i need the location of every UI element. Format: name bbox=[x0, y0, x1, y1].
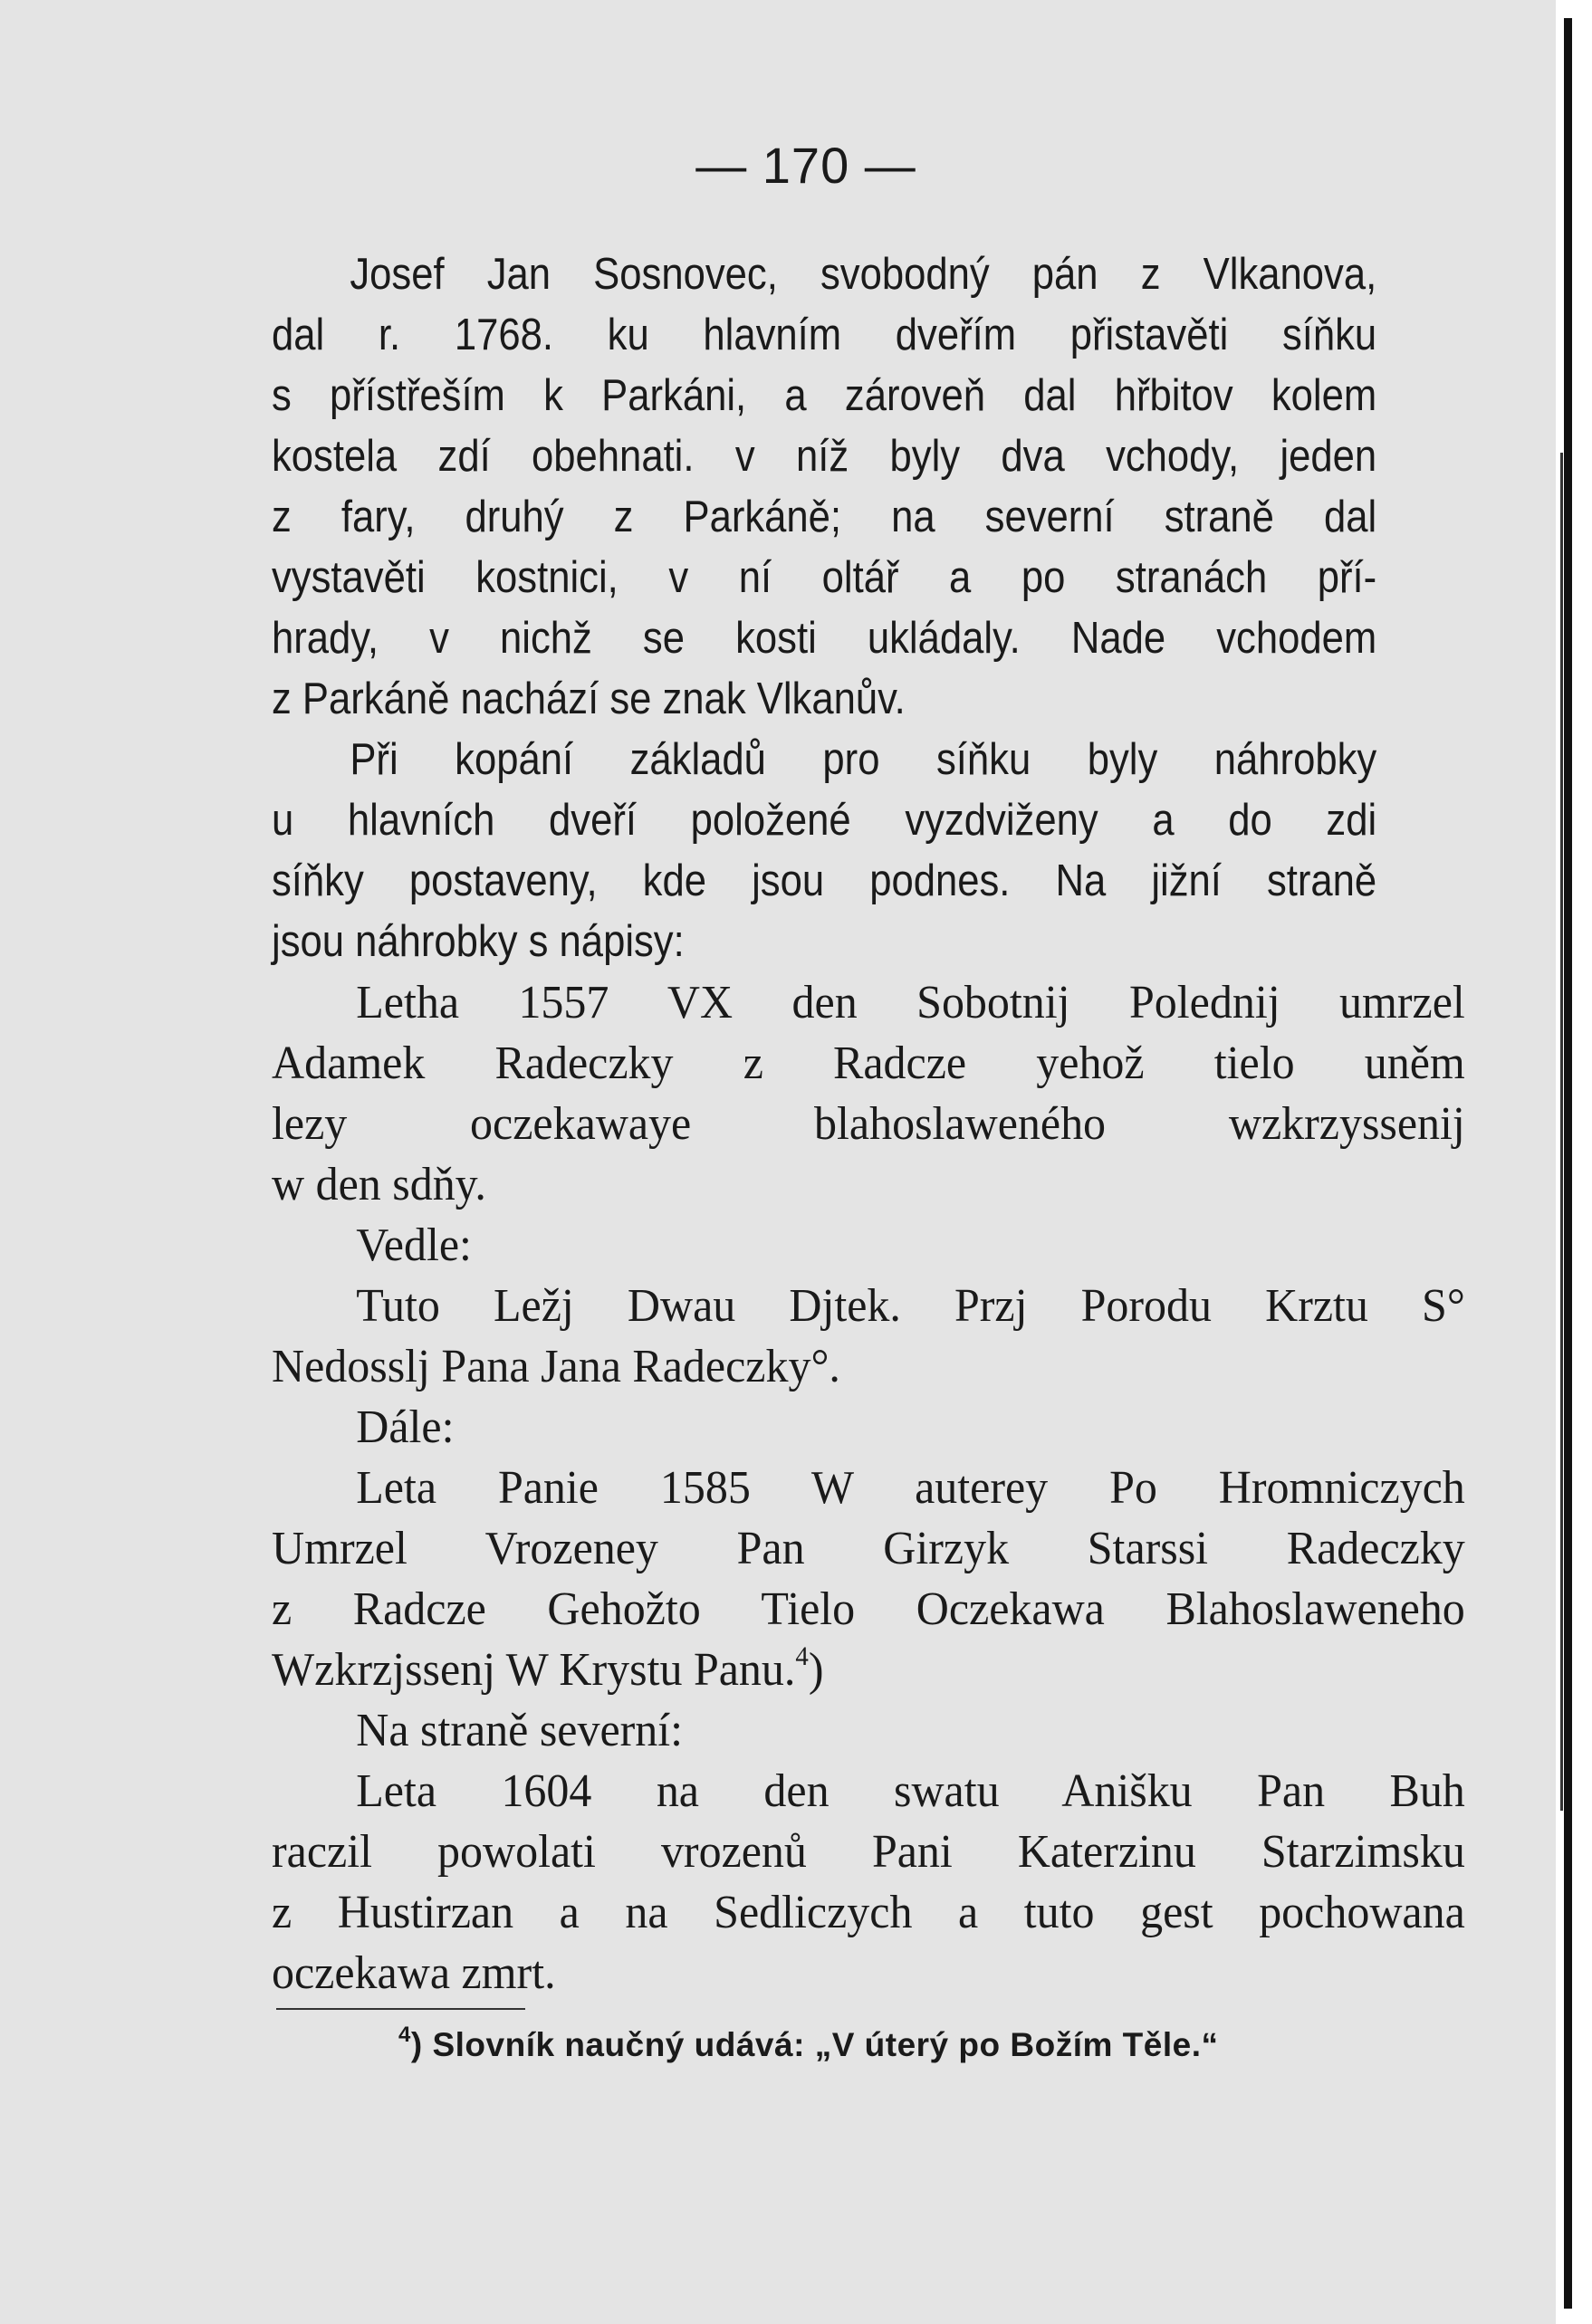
line-text: vystavěti kostnici, v ní oltář a po stranách pří- bbox=[272, 553, 1377, 602]
footnote-marker: 4 bbox=[398, 2023, 411, 2047]
line-text: u hlavních dveří položené vyzdviženy a do zdi bbox=[272, 796, 1377, 845]
page-binding-edge bbox=[1556, 0, 1592, 2324]
line-text: Vedle: bbox=[356, 1219, 472, 1271]
text-line bbox=[272, 244, 1376, 305]
line-text: Leta 1604 na den swatu Anišku Pan Buh bbox=[356, 1765, 1465, 1817]
text-line bbox=[272, 730, 1376, 790]
note-reference-paren: ) bbox=[808, 1644, 824, 1696]
line-text: z fary, druhý z Parkáně; na severní straně dal bbox=[272, 493, 1377, 541]
text-line bbox=[272, 305, 1376, 366]
inscription-line bbox=[272, 1397, 1465, 1458]
line-text: hrady, v nichž se kosti ukládaly. Nade vchodem bbox=[272, 614, 1377, 663]
text-line bbox=[272, 912, 1376, 972]
text-line bbox=[272, 487, 1376, 548]
line-text: z Radcze Gehožto Tielo Oczekawa Blahoslaweneho bbox=[272, 1583, 1465, 1635]
inscription-line bbox=[272, 1518, 1465, 1579]
line-text: s přístřeším k Parkáni, a zároveň dal hřbitov kolem bbox=[272, 371, 1377, 420]
note-reference: 4 bbox=[795, 1641, 809, 1671]
inscription-line bbox=[272, 1640, 1465, 1700]
line-text: raczil powolati vrozenů Pani Katerzinu Starzimsku bbox=[272, 1826, 1465, 1878]
inscription-line bbox=[272, 1882, 1465, 1943]
inscription-line bbox=[272, 1215, 1465, 1276]
inscription-line bbox=[272, 1336, 1465, 1397]
text-line bbox=[272, 426, 1376, 487]
line-text: z Hustirzan a na Sedliczych a tuto gest pochowana bbox=[272, 1887, 1465, 1938]
line-text: Tuto Ležj Dwau Djtek. Przj Porodu Krztu S° bbox=[356, 1280, 1465, 1332]
body-text bbox=[272, 244, 1465, 2004]
line-text: w den sdňy. bbox=[272, 1159, 486, 1210]
footnote-text: ) Slovník naučný udává: „V úterý po Božím Těle.“ bbox=[410, 2026, 1219, 2063]
line-text: Při kopání základů pro síňku byly náhrobky bbox=[350, 735, 1377, 784]
line-text: lezy oczekawaye blahoslaweného wzkrzyssenij bbox=[272, 1098, 1465, 1150]
inscription-line bbox=[272, 1943, 1465, 2004]
prose-paragraphs bbox=[272, 244, 1376, 972]
line-text: dal r. 1768. ku hlavním dveřím přistavěti síňku bbox=[272, 311, 1377, 359]
line-text: Wzkrzjssenj W Krystu Panu. bbox=[272, 1644, 796, 1696]
text-line bbox=[272, 790, 1376, 851]
line-text: síňky postaveny, kde jsou podnes. Na jižní straně bbox=[272, 856, 1377, 905]
inscription-line bbox=[272, 1458, 1465, 1518]
footnote bbox=[398, 2023, 1219, 2064]
binding-shadow-line bbox=[1564, 18, 1572, 2309]
text-line bbox=[272, 669, 1376, 730]
page-number: — 170 — bbox=[695, 137, 916, 194]
line-text: kostela zdí obehnati. v níž byly dva vchody, jeden bbox=[272, 432, 1377, 481]
line-text: z Parkáně nachází se znak Vlkanův. bbox=[272, 674, 906, 723]
line-text: Nedosslj Pana Jana Radeczky°. bbox=[272, 1341, 840, 1392]
line-text: Adamek Radeczky z Radcze yehož tielo uněm bbox=[272, 1038, 1465, 1089]
binding-inner-line bbox=[1560, 453, 1563, 1811]
line-text: jsou náhrobky s nápisy: bbox=[272, 917, 685, 966]
text-line bbox=[272, 608, 1376, 669]
inscription-line bbox=[272, 972, 1465, 1033]
inscription-line bbox=[272, 1154, 1465, 1215]
line-text: Letha 1557 VX den Sobotnij Polednij umrzel bbox=[356, 977, 1465, 1028]
inscription-line bbox=[272, 1094, 1465, 1154]
footnote-rule bbox=[276, 2008, 525, 2010]
tombstone-inscriptions bbox=[272, 972, 1465, 2004]
inscription-line bbox=[272, 1761, 1465, 1822]
line-text: Josef Jan Sosnovec, svobodný pán z Vlkanova, bbox=[350, 250, 1377, 299]
text-line bbox=[272, 851, 1376, 912]
line-text: Na straně severní: bbox=[356, 1705, 684, 1756]
inscription-line bbox=[272, 1822, 1465, 1882]
text-line bbox=[272, 548, 1376, 608]
line-text: Leta Panie 1585 W auterey Po Hromniczych bbox=[356, 1462, 1465, 1514]
line-text: Dále: bbox=[356, 1401, 455, 1453]
line-text: Umrzel Vrozeney Pan Girzyk Starssi Radeczky bbox=[272, 1523, 1465, 1574]
inscription-line bbox=[272, 1700, 1465, 1761]
text-line bbox=[272, 366, 1376, 426]
inscription-line bbox=[272, 1579, 1465, 1640]
line-text: oczekawa zmrt. bbox=[272, 1947, 556, 1999]
inscription-line bbox=[272, 1033, 1465, 1094]
inscription-line bbox=[272, 1276, 1465, 1336]
